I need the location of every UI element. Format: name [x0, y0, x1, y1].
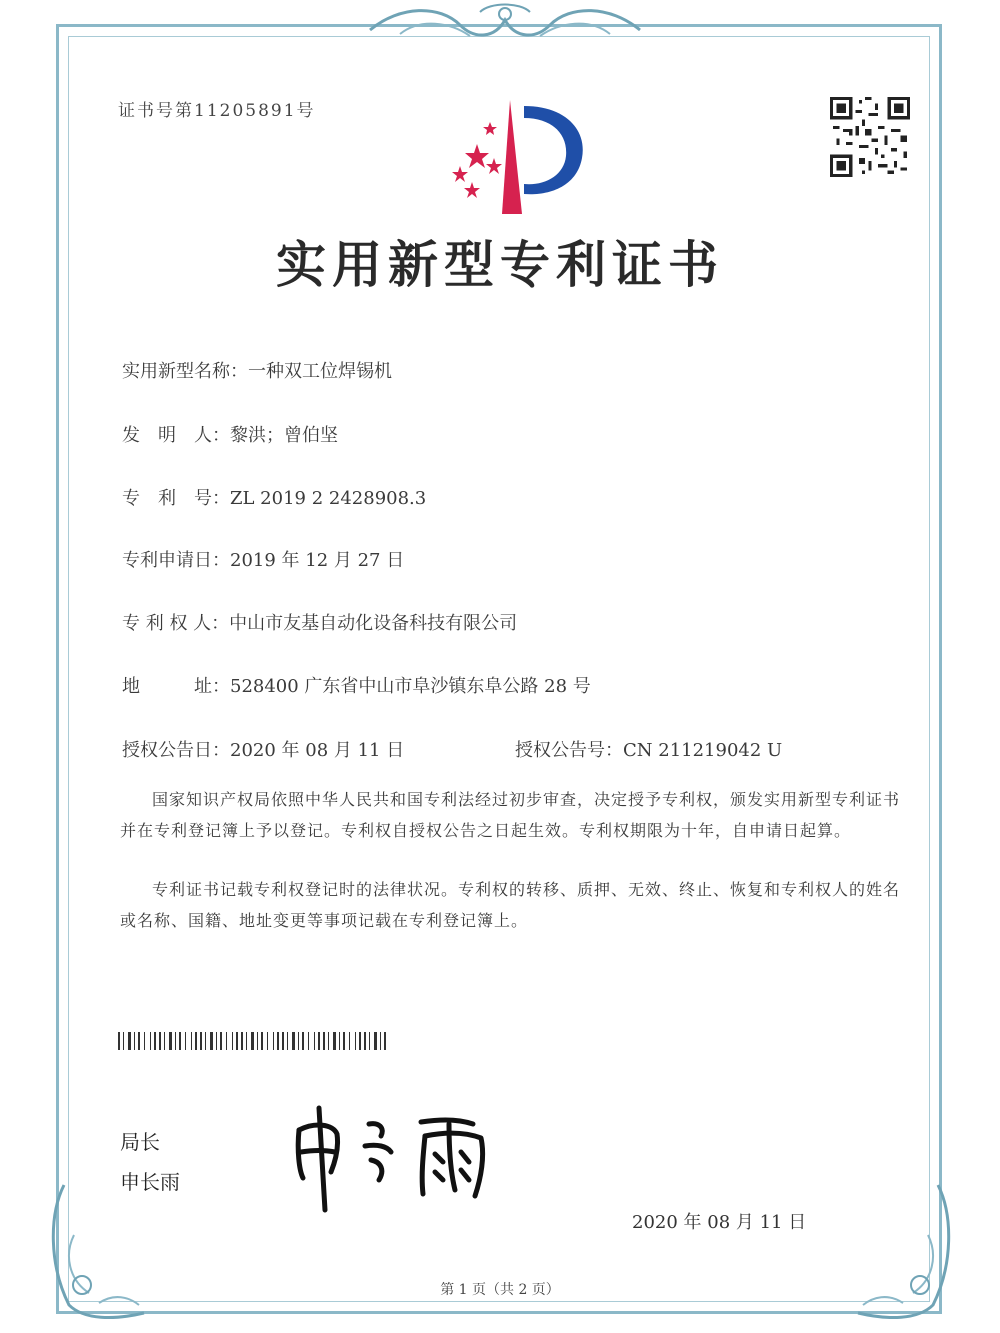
director-name: 申长雨: [120, 1170, 180, 1194]
inventor-label: 发 明 人：: [122, 425, 230, 446]
legal-status-paragraph: 专利证书记载专利权登记时的法律状况。专利权的转移、质押、无效、终止、恢复和专利权人的姓名或名称、国籍、地址变更等事项记载在专利登记簿上。: [120, 880, 901, 930]
address-row: [122, 672, 591, 698]
bottom-right-ornament-icon: [848, 1175, 958, 1325]
certificate-title: 实用新型专利证书: [276, 236, 724, 294]
utility-model-name-value: 一种双工位焊锡机: [248, 361, 392, 382]
qr-code-icon: [830, 97, 910, 177]
grant-date-value: 2020 年 08 月 11 日: [230, 740, 405, 761]
barcode-icon: [118, 1032, 390, 1050]
page-indicator: 第 1 页（共 2 页）: [440, 1282, 560, 1298]
issue-date: 2020 年 08 月 11 日: [632, 1212, 807, 1233]
bottom-left-ornament-icon: [44, 1175, 154, 1325]
grant-number-label: 授权公告号：: [515, 740, 623, 761]
utility-model-name-label: 实用新型名称：: [122, 361, 248, 382]
grant-number-row: [515, 736, 782, 762]
filing-date-label: 专利申请日：: [122, 550, 230, 571]
address-value: 528400 广东省中山市阜沙镇东阜公路 28 号: [230, 676, 591, 697]
grant-date-row: [122, 736, 404, 762]
patent-number-row: [122, 484, 426, 510]
filing-date-value: 2019 年 12 月 27 日: [230, 550, 405, 571]
top-ornament-icon: [360, 0, 650, 46]
director-signature: [285, 1100, 520, 1215]
patentee-label: 专 利 权 人：: [122, 613, 230, 634]
patentee-row: [122, 609, 517, 635]
inventor-row: [122, 421, 338, 447]
patentee-value: 中山市友基自动化设备科技有限公司: [229, 613, 518, 634]
patent-office-emblem-icon: [432, 96, 592, 218]
grant-date-label: 授权公告日：: [122, 740, 230, 761]
grant-statement-paragraph: 国家知识产权局依照中华人民共和国专利法经过初步审查，决定授予专利权，颁发实用新型专利证书并在专利登记簿上予以登记。专利权自授权公告之日起生效。专利权期限为十年，自申请日起算。: [120, 790, 901, 840]
patent-number-label: 专 利 号：: [122, 488, 230, 509]
address-label: 地 址：: [122, 676, 230, 697]
filing-date-row: [122, 546, 404, 572]
inventor-value: 黎洪；曾伯坚: [230, 425, 338, 446]
grant-number-value: CN 211219042 U: [623, 740, 783, 761]
certificate-number: 证书号第11205891号: [118, 101, 316, 121]
director-title: 局长: [120, 1130, 160, 1154]
utility-model-name-row: [122, 357, 392, 383]
patent-number-value: ZL 2019 2 2428908.3: [230, 488, 427, 509]
